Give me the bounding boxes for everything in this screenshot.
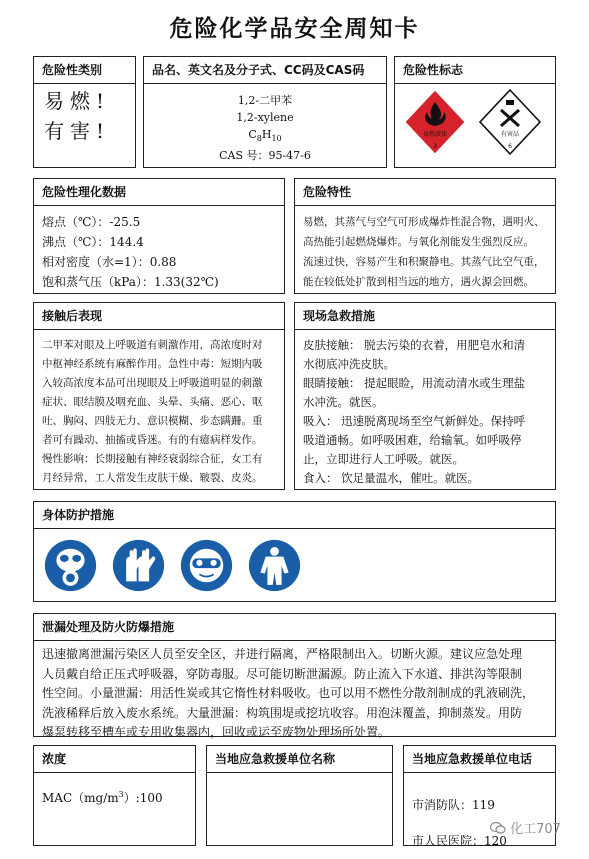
first-aid-line: 眼睛接触： 提起眼睑，用流动清水或生理盐 (303, 376, 526, 390)
vapor-pressure: 饱和蒸气压（kPa）：1.33(32℃) (42, 275, 219, 289)
contact-line: 吐、胸闷、四肢无力、意识模糊、步态蹒跚。重 (42, 415, 263, 427)
ppe-header: 身体防护措施 (34, 502, 555, 529)
first-aid-line: 止，立即进行人工呼吸。就医。 (303, 452, 464, 466)
hazard-category-header: 危险性类别 (34, 57, 135, 84)
hazard-features-panel (294, 178, 556, 294)
first-aid-line: 水冲洗。就医。 (303, 395, 384, 409)
hazard-features-line: 流速过快，容易产生和积聚静电。其蒸气比空气重， (303, 256, 545, 268)
concentration-panel (33, 745, 196, 846)
first-aid-line: 皮肤接触： 脱去污染的衣着，用肥皂水和清 (303, 338, 526, 352)
boiling-point: 沸点（℃）：144.4 (42, 235, 144, 249)
hazard-category-flammable: 易燃! (44, 89, 111, 113)
chinese-name: 1,2-二甲苯 (237, 94, 293, 107)
concentration-header: 浓度 (34, 746, 195, 773)
watermark: 化工707 (490, 818, 586, 840)
wechat-icon (490, 820, 506, 836)
first-aid-panel (294, 302, 556, 490)
contact-effects-panel (33, 302, 285, 490)
hazard-category-panel (33, 56, 136, 168)
fire-department-phone: 市消防队：119 (412, 798, 495, 812)
page-title: 危险化学品安全周知卡 (169, 16, 420, 42)
first-aid-line: 吸入： 迅速脱离现场至空气新鲜处。保持呼 (303, 414, 526, 428)
safety-goggles-icon (180, 539, 233, 592)
spill-header: 泄漏处理及防火防爆措施 (34, 614, 555, 641)
names-header: 品名、英文名及分子式、CC码及CAS码 (144, 57, 386, 84)
gas-mask-icon (44, 539, 97, 592)
first-aid-line: 食入： 饮足量温水，催吐。就医。 (303, 471, 480, 485)
spill-line: 性空间。小量泄漏：用活性炭或其它惰性材料吸收。也可以用不燃性分散剂制成的乳液刷洗， (42, 686, 535, 700)
protective-gloves-icon (112, 539, 165, 592)
names-panel (143, 56, 387, 168)
first-aid-header: 现场急救措施 (295, 303, 555, 330)
hazard-signs-header: 危险性标志 (395, 57, 555, 84)
hazard-features-line: 易燃，其蒸气与空气可形成爆炸性混合物，遇明火、 (303, 216, 545, 228)
local-unit-panel (206, 745, 393, 846)
physchem-header: 危险性理化数据 (34, 179, 284, 206)
contact-line: 者可有躁动、抽搐或昏迷。有的有癔病样发作。 (42, 434, 263, 446)
english-name: 1,2-xylene (236, 111, 294, 124)
contact-line: 入较高浓度本品可出现眼及上呼吸道明显的刺激 (42, 377, 263, 389)
svg-text:6: 6 (508, 143, 512, 150)
first-aid-line: 水彻底冲洗皮肤。 (303, 357, 395, 371)
ppe-panel (33, 501, 556, 602)
cas-number: CAS 号：95-47-6 (219, 149, 311, 163)
spill-line: 洗液稀释后放入废水系统。大量泄漏：构筑围堤或挖坑收容。用泡沫覆盖，抑制蒸发。用防 (42, 705, 523, 720)
hazard-features-header: 危险特性 (295, 179, 555, 206)
contact-effects-header: 接触后表现 (34, 303, 284, 330)
hazard-signs-panel (394, 56, 556, 168)
flammable-liquid-diamond (405, 90, 465, 154)
protective-suit-icon (248, 539, 301, 592)
hazard-features-line: 高热能引起燃烧爆炸。与氧化剂能发生强烈反应。 (303, 236, 534, 248)
hazard-category-harmful: 有害! (44, 119, 111, 143)
spill-panel (33, 613, 556, 737)
phone-header: 当地应急救援单位电话 (404, 746, 555, 773)
spill-line: 爆泵转移至槽车或专用收集器内，回收或运至废物处理场所处置。 (42, 725, 391, 739)
contact-line: 慢性影响：长期接触有神经衰弱综合征，女工有 (42, 453, 263, 465)
hazard-features-line: 能在较低处扩散到相当远的地方，遇火源会回燃。 (303, 276, 534, 288)
svg-text:易燃液体: 易燃液体 (422, 131, 448, 138)
molecular-formula: $C_8H_{10}$ (248, 128, 282, 144)
svg-text:3: 3 (433, 143, 437, 150)
physchem-panel (33, 178, 285, 294)
contact-line: 二甲苯对眼及上呼吸道有刺激作用，高浓度时对 (42, 339, 263, 351)
harmful-diamond (480, 90, 540, 154)
mac-value: $MAC(mg/m^3):100$ (42, 790, 163, 805)
contact-line: 月经异常，工人常发生皮肤干燥、皲裂、皮炎。 (42, 472, 263, 484)
contact-line: 症状、眼结膜及咽充血、头晕、头痛、恶心、呕 (42, 396, 263, 408)
hospital-phone: 市人民医院：120 (412, 834, 507, 848)
contact-line: 中枢神经系统有麻醉作用。急性中毒：短期内吸 (42, 358, 263, 370)
wheat-icon (506, 100, 514, 105)
svg-text:有害品: 有害品 (500, 131, 520, 138)
spill-line: 迅速撤离泄漏污染区人员至安全区，并进行隔离，严格限制出入。切断火源。建议应急处理 (42, 647, 523, 661)
spill-line: 人员戴自给正压式呼吸器，穿防毒服。尽可能切断泄漏源。防止流入下水道、排洪沟等限制 (42, 666, 523, 681)
relative-density: 相对密度（水=1）：0.88 (42, 255, 177, 269)
melting-point: 熔点（℃）：-25.5 (42, 215, 141, 229)
hazard-signs-svg (395, 84, 555, 168)
local-unit-header: 当地应急救援单位名称 (207, 746, 392, 773)
first-aid-line: 吸道通畅。如呼吸困难，给输氧。如呼吸停 (303, 433, 522, 447)
